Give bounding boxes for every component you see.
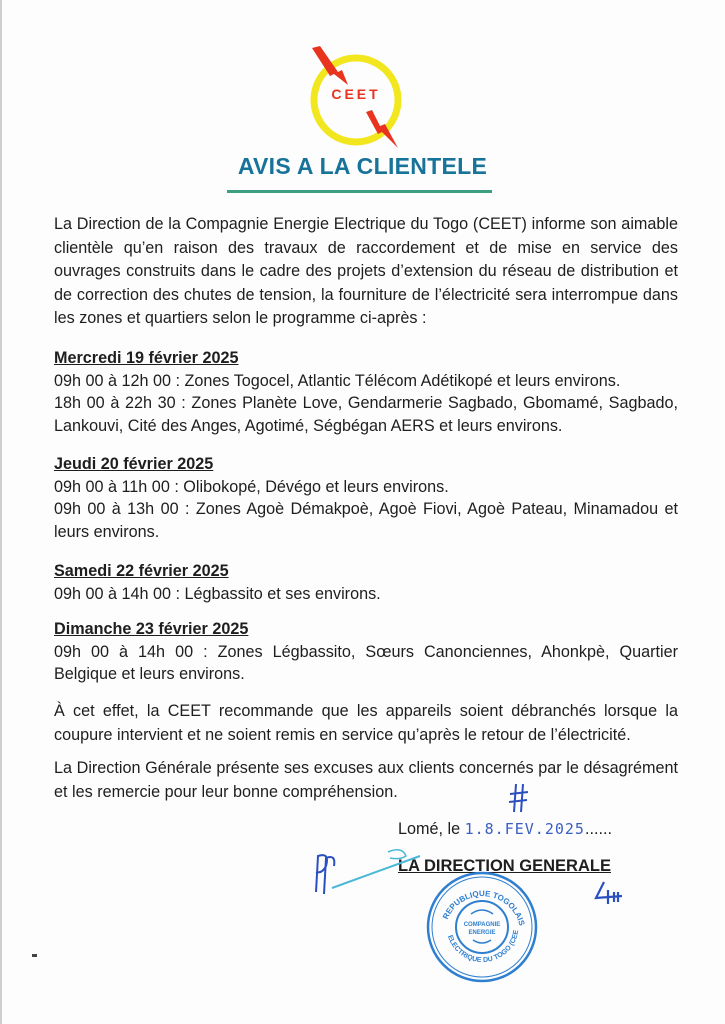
recommendation-paragraph	[54, 700, 678, 747]
scan-speck	[32, 954, 37, 957]
date-dots: ......	[584, 820, 612, 838]
time-slot: 09h 00 à 13h 00 : Zones Agoè Démakpoè, Agoè Fiovi, Agoè Pateau, Minamadou et leurs environs.	[54, 500, 678, 541]
place-prefix: Lomé, le	[398, 820, 461, 838]
schedule-day	[54, 453, 678, 543]
day-heading: Dimanche 23 février 2025	[54, 620, 249, 638]
schedule-day	[54, 560, 678, 605]
recommendation-text: À cet effet, la CEET recommande que les appareils soient débranchés lorsque la coupure intervient et ne soient remis en service qu’après le retour de l’électricité.	[54, 702, 678, 744]
time-slot: 09h 00 à 14h 00 : Légbassito et ses environs.	[54, 584, 381, 603]
svg-text:ENERGIE: ENERGIE	[468, 930, 496, 936]
svg-text:ELECTRIQUE DU TOGO (CEET): ELECTRIQUE DU TOGO (CEE	[445, 929, 521, 965]
svg-text:COMPAGNIE: COMPAGNIE	[463, 922, 501, 928]
apology-paragraph	[54, 757, 678, 804]
time-slot: 09h 00 à 14h 00 : Zones Légbassito, Sœurs Canonciennes, Ahonkpè, Quartier Belgique et leurs environs.	[54, 642, 678, 683]
signing-authority: LA DIRECTION GENERALE	[398, 857, 611, 875]
signature-date	[398, 820, 612, 839]
day-heading: Samedi 22 février 2025	[54, 562, 229, 580]
time-slot: 09h 00 à 11h 00 : Olibokopé, Dévégo et leurs environs.	[54, 477, 449, 496]
signature-left-icon	[310, 848, 430, 900]
time-slot: 09h 00 à 12h 00 : Zones Togocel, Atlantic Télécom Adétikopé et leurs environs.	[54, 371, 621, 390]
svg-text:REPUBLIQUE TOGOLAISE: REPUBLIQUE TOGOLAIS	[440, 889, 527, 927]
title-underline	[227, 190, 492, 193]
time-slot: 18h 00 à 22h 30 : Zones Planète Love, Gendarmerie Sagbado, Gbomamé, Sagbado, Lankouvi, Cité des Anges, Agotimé, Ségbégan AERS et leurs environs.	[54, 394, 678, 435]
logo-text: CEET	[331, 86, 381, 102]
handwritten-date: 1.8.FEV.2025	[464, 820, 585, 838]
official-stamp	[425, 870, 540, 985]
intro-text: La Direction de la Compagnie Energie Electrique du Togo (CEET) informe son aimable clientèle qu’en raison des travaux de raccordement et de mise en service des ouvrages construits dans le cadre des projets d’extension du réseau de distribution et de correction des chutes de tension, la fourniture de l’électricité sera interrompue dans les zones et quartiers selon le programme ci-après :	[54, 215, 678, 327]
day-heading: Jeudi 20 février 2025	[54, 455, 214, 473]
stamp-seal-icon	[425, 870, 540, 985]
schedule-day	[54, 347, 678, 437]
signature-right-icon	[594, 880, 626, 906]
ceet-logo	[290, 40, 420, 155]
page-title: AVIS A LA CLIENTELE	[237, 153, 488, 179]
intro-paragraph	[54, 213, 678, 331]
schedule-day	[54, 618, 678, 686]
day-heading: Mercredi 19 février 2025	[54, 349, 239, 367]
apology-text: La Direction Générale présente ses excuses aux clients concernés par le désagrément et les remercie pour leur bonne compréhension.	[54, 759, 678, 801]
initial-mark-icon	[508, 782, 530, 816]
